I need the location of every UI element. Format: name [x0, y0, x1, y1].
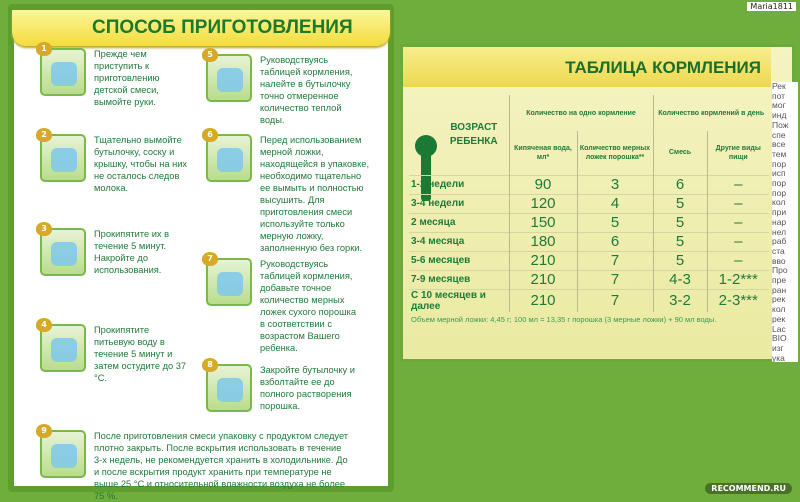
feeding-table-panel	[400, 44, 795, 362]
step-number: 9	[36, 424, 52, 438]
col-spoons: Количество мерных ложек порошка**	[577, 131, 653, 175]
age-cell: 1-2 недели	[409, 175, 509, 194]
other-food-cell: –	[707, 213, 769, 232]
step-text: Прокипятите питьевую воду в течение 5 минут и затем остудите до 37 °С.	[94, 325, 187, 383]
step-illustration-icon	[40, 426, 86, 478]
illustration	[217, 378, 243, 402]
illustration	[51, 338, 77, 362]
step-illustration-icon	[40, 44, 86, 96]
group-per-feeding: Количество на одно кормление	[509, 95, 653, 131]
illustration	[217, 68, 243, 92]
illustration	[51, 62, 77, 86]
other-food-cell: –	[707, 232, 769, 251]
water-cell: 180	[509, 232, 577, 251]
site-watermark: RECOMMEND.RU	[705, 483, 792, 494]
age-cell: 3-4 недели	[409, 194, 509, 213]
step-1	[40, 44, 160, 108]
col-other: Другие виды пищи	[707, 131, 769, 175]
spoons-cell: 6	[577, 232, 653, 251]
age-cell: С 10 месяцев и далее	[409, 289, 509, 312]
mix-cell: 5	[653, 194, 707, 213]
mix-cell: 3-2	[653, 289, 707, 312]
cropped-side-text: Рек пот мог инд Пож спе все тем пор исп пор пор кол при нар нел раб ста вво Про пре ран рек кол рек Lac BIO изг ука	[772, 82, 798, 362]
step-illustration-icon	[40, 320, 86, 372]
other-food-cell: –	[707, 194, 769, 213]
step-number: 2	[36, 128, 52, 142]
step-number: 8	[202, 358, 218, 372]
step-number: 7	[202, 252, 218, 266]
step-text: Тщательно вымойте бутылочку, соску и крышку, чтобы на них не осталось следов молока.	[94, 135, 188, 193]
table-row	[409, 251, 769, 270]
step-4	[40, 320, 187, 384]
footnote: Объем мерной ложки: 4,45 г; 100 мл = 13,35 г порошка (3 мерные ложки) + 90 мл воды.	[411, 315, 717, 324]
spoons-cell: 7	[577, 251, 653, 270]
step-illustration-icon	[40, 130, 86, 182]
water-cell: 210	[509, 270, 577, 289]
step-number: 6	[202, 128, 218, 142]
user-watermark: Maria1811	[747, 2, 796, 11]
step-illustration-icon	[206, 130, 252, 182]
feeding-table-header	[403, 47, 771, 87]
mix-cell: 4-3	[653, 270, 707, 289]
illustration	[217, 272, 243, 296]
age-cell: 7-9 месяцев	[409, 270, 509, 289]
spoons-cell: 7	[577, 270, 653, 289]
step-illustration-icon	[206, 254, 252, 306]
illustration	[51, 148, 77, 172]
age-cell: 2 месяца	[409, 213, 509, 232]
spoons-cell: 7	[577, 289, 653, 312]
spoons-cell: 5	[577, 213, 653, 232]
step-7	[206, 254, 357, 354]
age-header: ВОЗРАСТ РЕБЕНКА	[449, 121, 498, 147]
step-text: Перед использованием мерной ложки, находящейся в упаковке, необходимо тщательно ее вымыть и полностью высушить. Для приготовления смеси используйте только мерную ложку, заполненную без горки.	[260, 135, 370, 253]
step-2	[40, 130, 188, 194]
step-illustration-icon	[206, 50, 252, 102]
step-9	[40, 426, 349, 502]
age-cell: 3-4 месяца	[409, 232, 509, 251]
table-row	[409, 175, 769, 194]
step-illustration-icon	[40, 224, 86, 276]
illustration	[51, 444, 77, 468]
step-text: После приготовления смеси упаковку с продуктом следует плотно закрыть. После вскрытия использовать в течение 3-х недель, не рекомендуется хранить в холодильнике. До и после вскрытия продукт хранить при температуре не выше 25 °С и относительной влажности воздуха не более 75 %.	[94, 431, 349, 501]
table-row	[409, 194, 769, 213]
preparation-title: СПОСОБ ПРИГОТОВЛЕНИЯ	[92, 17, 353, 38]
feeding-table	[409, 95, 769, 312]
step-text: Руководствуясь таблицей кормления, добавьте точное количество мерных ложек сухого порошка в соответствии с возрастом Вашего ребенка.	[260, 259, 357, 353]
water-cell: 120	[509, 194, 577, 213]
illustration	[217, 148, 243, 172]
spoons-cell: 3	[577, 175, 653, 194]
col-water: Кипяченая вода, мл*	[509, 131, 577, 175]
mix-cell: 5	[653, 232, 707, 251]
other-food-cell: 2-3***	[707, 289, 769, 312]
step-number: 5	[202, 48, 218, 62]
illustration	[51, 242, 77, 266]
step-text: Прокипятите их в течение 5 минут. Накройте до использования.	[94, 229, 170, 275]
step-8	[206, 360, 355, 412]
mix-cell: 5	[653, 213, 707, 232]
step-number: 4	[36, 318, 52, 332]
step-number: 3	[36, 222, 52, 236]
step-5	[206, 50, 353, 126]
step-text: Руководствуясь таблицей кормления, налейте в бутылочку точно отмеренное количество теплой воды.	[260, 55, 353, 125]
age-cell: 5-6 месяцев	[409, 251, 509, 270]
feeding-table-title: ТАБЛИЦА КОРМЛЕНИЯ	[565, 58, 761, 77]
table-row	[409, 232, 769, 251]
mix-cell: 5	[653, 251, 707, 270]
water-cell: 90	[509, 175, 577, 194]
group-per-day: Количество кормлений в день	[653, 95, 769, 131]
table-row	[409, 289, 769, 312]
mix-cell: 6	[653, 175, 707, 194]
table-row	[409, 213, 769, 232]
table-row	[409, 270, 769, 289]
step-number: 1	[36, 42, 52, 56]
step-3	[40, 224, 170, 276]
water-cell: 210	[509, 289, 577, 312]
water-cell: 210	[509, 251, 577, 270]
preparation-panel	[8, 4, 394, 501]
other-food-cell: 1-2***	[707, 270, 769, 289]
step-illustration-icon	[206, 360, 252, 412]
water-cell: 150	[509, 213, 577, 232]
other-food-cell: –	[707, 175, 769, 194]
other-food-cell: –	[707, 251, 769, 270]
step-text: Закройте бутылочку и взболтайте ее до полного растворения порошка.	[260, 365, 355, 411]
step-text: Прежде чем приступить к приготовлению детской смеси, вымойте руки.	[94, 49, 160, 107]
spoons-cell: 4	[577, 194, 653, 213]
col-mix: Смесь	[653, 131, 707, 175]
preparation-header	[12, 10, 390, 46]
step-6	[206, 130, 370, 254]
